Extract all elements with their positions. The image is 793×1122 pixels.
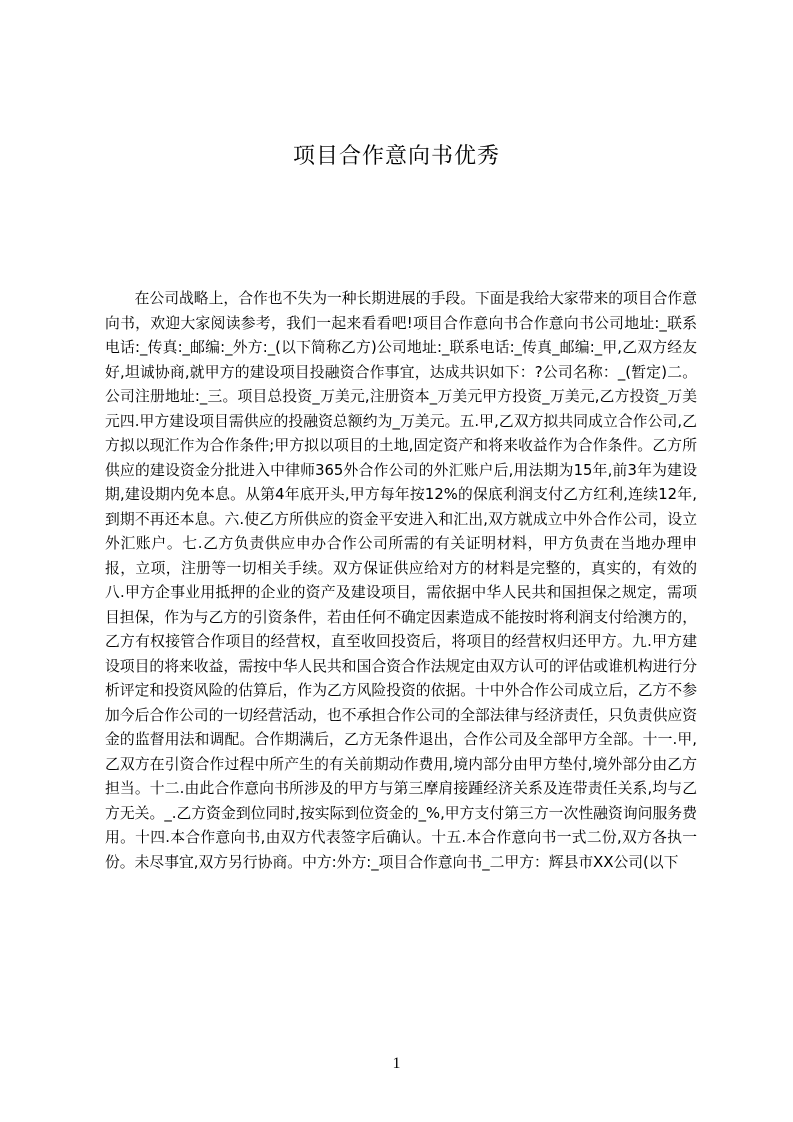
body-paragraph: 在公司战略上，合作也不失为一种长期进展的手段。下面是我给大家带来的项目合作意向书，欢迎大家阅读参考，我们一起来看看吧!项目合作意向书合作意向书公司地址:_联系电话:_传真:_邮编:_外方:_(以下简称乙方)公司地址:_联系电话:_传真_邮编:_甲,乙双方经友好,坦诚协商,就甲方的建设项目投融资合作事宜，达成共识如下：?公司名称：_(暂定)二。公司注册地址:_三。项目总投资_万美元,注册资本_万美元甲方投资_万美元,乙方投资_万美元四.甲方建设项目需供应的投融资总额约为_万美元。五.甲,乙双方拟共同成立合作公司,乙方拟以现汇作为合作条件;甲方拟以项目的土地,固定资产和将来收益作为合作条件。乙方所供应的建设资金分批进入中律师365外合作公司的外汇账户后,用法期为15年,前3年为建设期,建设期内免本息。从第4年底开头,甲方每年按12%的保底利润支付乙方红利,连续12年,到期不再还本息。六.使乙方所供应的资金平安进入和汇出,双方就成立中外合作公司，设立外汇账户。七.乙方负责供应申办合作公司所需的有关证明材料，甲方负责在当地办理申报，立项，注册等一切相关手续。双方保证供应给对方的材料是完整的，真实的，有效的八.甲方企事业用抵押的企业的资产及建设项目，需依据中华人民共和国担保之规定，需项目担保，作为与乙方的引资条件，若由任何不确定因素造成不能按时将利润支付给澳方的，乙方有权接管合作项目的经营权，直至收回投资后，将项目的经营权归还甲方。九.甲方建设项目的将来收益，需按中华人民共和国合资合作法规定由双方认可的评估或谁机构进行分析评定和投资风险的估算后，作为乙方风险投资的依据。十中外合作公司成立后，乙方不参加今后合作公司的一切经营活动，也不承担合作公司的全部法律与经济责任，只负责供应资金的监督用法和调配。合作期满后，乙方无条件退出，合作公司及全部甲方全部。十一.甲,乙双方在引资合作过程中所产生的有关前期动作费用,境内部分由甲方垫付,境外部分由乙方担当。十二.由此合作意向书所涉及的甲方与第三摩肩接踵经济关系及连带责任关系,均与乙方无关。_.乙方资金到位同时,按实际到位资金的_%,甲方支付第三方一次性融资询问服务费用。十四.本合作意向书,由双方代表签字后确认。十五.本合作意向书一式二份,双方各执一份。未尽事宜,双方另行协商。中方:外方:_项目合作意向书_二甲方：辉县市XX公司(以下	[105, 290, 697, 871]
page-title: 项目合作意向书优秀	[292, 144, 500, 169]
page-number: 1	[392, 1055, 401, 1072]
